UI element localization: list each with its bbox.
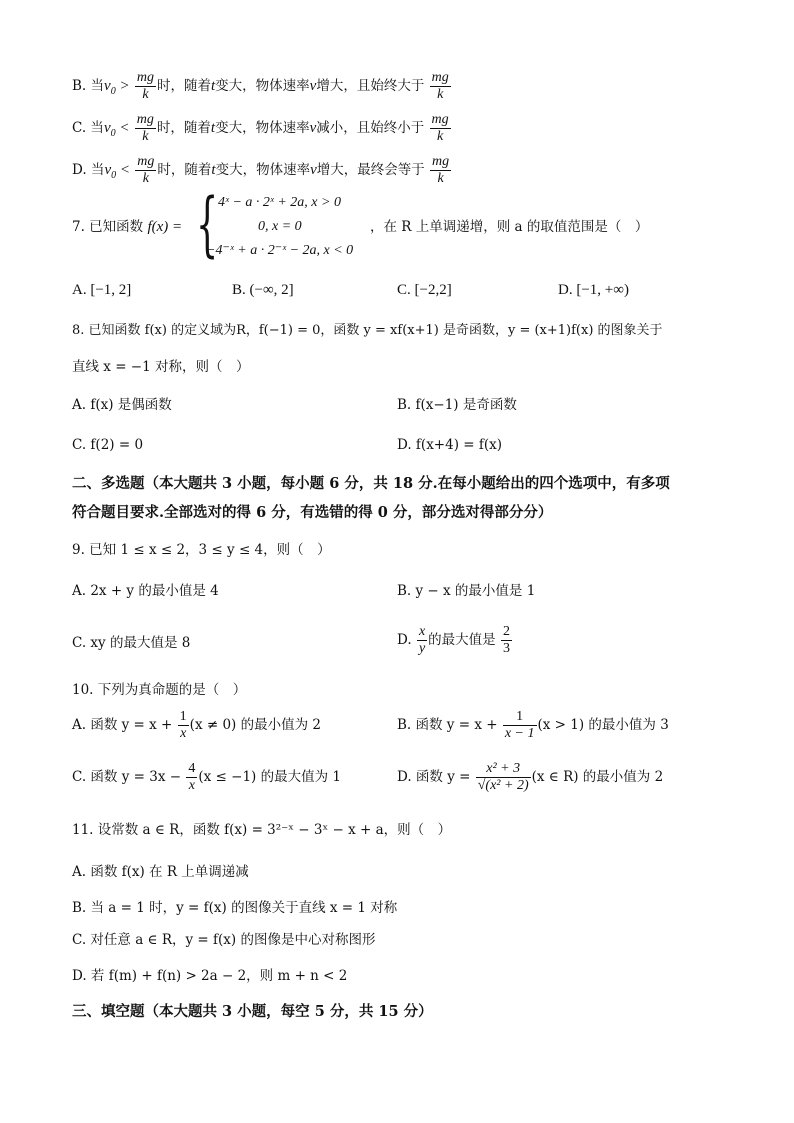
q6-b-frac2 — [430, 70, 451, 103]
q10-a-num: 1 — [179, 709, 187, 724]
section2-heading-1: 二、多选题（本大题共 3 小题，每小题 6 分，共 18 分.在每小题给出的四个选项中，有多项 — [72, 475, 670, 492]
q10-d-frac — [476, 761, 531, 794]
q6-c-frac-num: mg — [136, 112, 154, 127]
q6-b-end: 增大，且始终大于 — [316, 78, 425, 94]
q6-c-frac-den: k — [142, 129, 149, 144]
q10-stem: 10. 下列为真命题的是（ ） — [72, 682, 247, 698]
q10-b-frac — [503, 709, 537, 742]
q7-stem — [72, 217, 182, 237]
q10-option-c — [72, 761, 341, 794]
q11-option-a: A. 函数 f(x) 在 R 上单调递减 — [72, 864, 249, 880]
q6-d-frac2 — [430, 154, 451, 187]
q9-option-c: C. xy 的最大值是 8 — [72, 635, 191, 651]
q6-c-frac2-den: k — [437, 129, 444, 144]
q6-b-v0: $v_0$ > — [104, 78, 130, 97]
q10-option-a — [72, 709, 321, 742]
q11-option-b: B. 当 a = 1 时，y = f(x) 的图像关于直线 x = 1 对称 — [72, 900, 398, 916]
q6-b-pre: B. 当 — [72, 78, 105, 94]
q6-c-mid: 时，随着 — [156, 120, 211, 136]
q6-d-mid: 时，随着 — [157, 162, 212, 178]
q10-c-pre: C. 函数 y = 3x − — [72, 769, 182, 785]
q7-option-c: C. [−2,2] — [397, 282, 452, 298]
q6-d-v0: $v_0$ < — [104, 162, 130, 181]
q6-b-frac2-num: mg — [431, 70, 449, 85]
q10-c-post: (x ≤ −1) 的最大值为 1 — [198, 769, 341, 785]
q8-option-a: A. f(x) 是偶函数 — [72, 397, 172, 413]
q6-d-frac2-num: mg — [432, 154, 450, 169]
q9-option-a: A. 2x + y 的最小值是 4 — [72, 583, 219, 599]
q6-d-end: 增大，最终会等于 — [316, 162, 425, 178]
q10-c-den: x — [188, 778, 195, 793]
q9-d-num: x — [418, 624, 426, 639]
q10-a-frac — [178, 709, 189, 742]
q6-c-end: 减小，且始终小于 — [316, 120, 425, 136]
q6-d-t: t — [211, 162, 216, 178]
q10-a-den: x — [180, 726, 187, 741]
q9-d-vnum: 2 — [502, 624, 510, 639]
q6-b-frac-den: k — [142, 87, 149, 102]
q6-c-frac — [135, 112, 156, 145]
q9-d-frac — [417, 624, 427, 657]
q10-b-pre: B. 函数 y = x + — [397, 717, 498, 733]
q6-d-frac2-den: k — [437, 171, 444, 186]
q10-option-d — [397, 761, 663, 794]
q6-c-t: t — [210, 120, 216, 136]
q10-b-num: 1 — [503, 709, 537, 726]
q9-d-den: y — [418, 641, 426, 656]
q9-d-pre: D. — [397, 632, 412, 648]
q11-option-c: C. 对任意 a ∈ R，y = f(x) 的图像是中心对称图形 — [72, 932, 376, 948]
q6-d-frac — [135, 154, 156, 187]
q9-option-d — [397, 624, 513, 657]
q6-option-c — [72, 112, 452, 145]
q7-stem-post: ，在 R 上单调递增，则 a 的取值范围是（ ） — [370, 219, 649, 235]
q6-b-post: 变大，物体速率 — [215, 78, 310, 94]
q10-b-post: (x > 1) 的最小值为 3 — [537, 717, 669, 733]
q6-c-frac2 — [430, 112, 451, 145]
q6-option-d — [72, 154, 452, 187]
q7-option-d: D. [−1, +∞) — [558, 282, 629, 298]
q10-a-post: (x ≠ 0) 的最小值为 2 — [189, 717, 321, 733]
q7-case-3: −4⁻ˣ + a · 2⁻ˣ − 2a, x < 0 — [206, 243, 354, 258]
q8-line-2: 直线 x = −1 对称，则（ ） — [72, 359, 250, 375]
q6-d-frac-num: mg — [137, 154, 155, 169]
q6-b-frac — [135, 70, 156, 103]
q10-d-den: √(x² + 2) — [477, 778, 529, 793]
q10-d-pre: D. 函数 y = — [397, 769, 471, 785]
q7-func: f(x) = — [147, 219, 183, 235]
q6-b-frac-num: mg — [136, 70, 154, 85]
q7-option-a: A. [−1, 2] — [72, 282, 132, 298]
q8-option-c: C. f(2) = 0 — [72, 437, 144, 453]
q10-a-pre: A. 函数 y = x + — [72, 717, 173, 733]
q6-c-pre: C. 当 — [72, 120, 104, 136]
q7-brace: { — [196, 183, 219, 265]
q6-b-frac2-den: k — [437, 87, 444, 102]
q10-b-den: x − 1 — [504, 726, 535, 741]
section2-heading-2: 符合题目要求.全部选对的得 6 分，有选错的得 0 分，部分选对得部分分） — [72, 504, 553, 521]
q10-d-num: x² + 3 — [476, 761, 531, 778]
q6-option-b — [72, 70, 452, 103]
q11-stem: 11. 设常数 a ∈ R，函数 f(x) = 3²⁻ˣ − 3ˣ − x + a，则（ ） — [72, 822, 452, 838]
section3-heading: 三、填空题（本大题共 3 小题，每空 5 分，共 15 分） — [72, 1003, 433, 1020]
q9-stem: 9. 已知 1 ≤ x ≤ 2，3 ≤ y ≤ 4，则（ ） — [72, 542, 331, 558]
q6-d-post: 变大，物体速率 — [215, 162, 311, 178]
q10-d-post: (x ∈ R) 的最小值为 2 — [531, 769, 664, 785]
q8-option-d: D. f(x+4) = f(x) — [397, 437, 503, 453]
q6-c-v0: $v_0$ < — [103, 120, 130, 139]
q6-b-mid: 时，随着 — [156, 78, 211, 94]
q6-c-v: v — [309, 120, 317, 136]
q8-option-b: B. f(x−1) 是奇函数 — [397, 397, 517, 413]
q9-option-b: B. y − x 的最小值是 1 — [397, 583, 536, 599]
q6-b-v: v — [309, 78, 317, 94]
q7-case-2: 0, x = 0 — [258, 219, 302, 234]
q9-d-mid: 的最大值是 — [428, 632, 496, 648]
q10-option-b — [397, 709, 669, 742]
q6-b-t: t — [210, 78, 216, 94]
q7-stem-pre: 7. 已知函数 — [72, 219, 144, 235]
q7-option-b: B. (−∞, 2] — [232, 282, 294, 298]
q6-d-v: v — [310, 162, 317, 178]
q11-option-d: D. 若 f(m) + f(n) > 2a − 2，则 m + n < 2 — [72, 968, 348, 984]
q8-line-1: 8. 已知函数 f(x) 的定义域为R，f(−1) = 0，函数 y = xf(x+1) 是奇函数，y = (x+1)f(x) 的图象关于 — [72, 323, 663, 338]
q7-case-1: 4ˣ − a · 2ˣ + 2a, x > 0 — [218, 195, 341, 210]
q9-d-vfrac — [501, 624, 512, 657]
q9-d-vden: 3 — [502, 641, 510, 656]
q6-c-post: 变大，物体速率 — [215, 120, 310, 136]
q6-c-frac2-num: mg — [431, 112, 449, 127]
q6-d-pre: D. 当 — [72, 162, 105, 178]
q10-c-num: 4 — [188, 761, 196, 776]
q10-c-frac — [186, 761, 197, 794]
q6-d-frac-den: k — [142, 171, 149, 186]
